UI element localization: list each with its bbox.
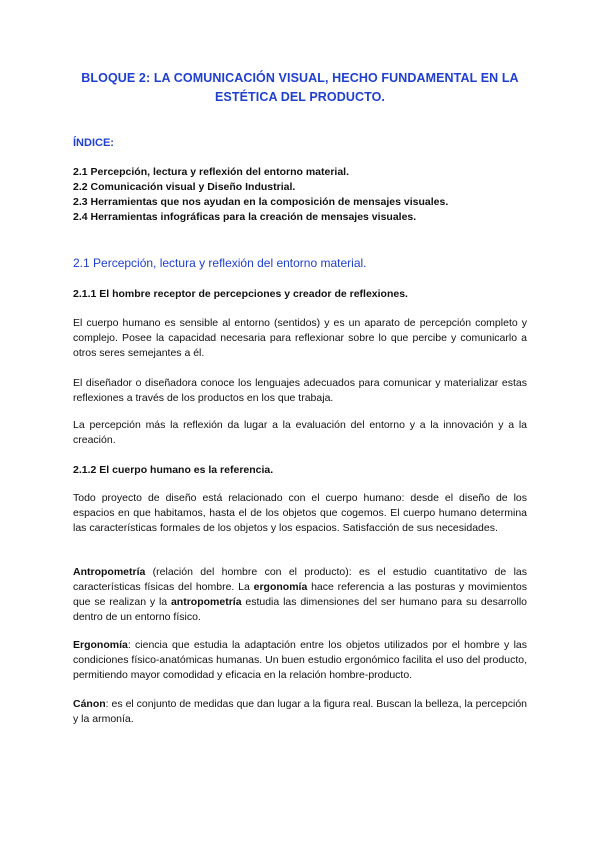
paragraph: El cuerpo humano es sensible al entorno (sentidos) y es un aparato de percepción completo y complejo. Posee la capacidad necesaria para reflexionar sobre lo que percibe y comunicarlo a otros seres semejantes a él. (73, 317, 527, 359)
subsection-heading-2-1-1: 2.1.1 El hombre receptor de percepciones y creador de reflexiones. (73, 288, 408, 300)
subsection-heading-2-1-2: 2.1.2 El cuerpo humano es la referencia. (73, 464, 274, 476)
index-item: 2.3 Herramientas que nos ayudan en la composición de mensajes visuales. (73, 196, 449, 208)
paragraph-text: estudia las dimensiones del ser humano para su desarrollo dentro de un entorno físico. (73, 596, 527, 623)
term-canon: Cánon (73, 698, 106, 710)
paragraph: Todo proyecto de diseño está relacionado con el cuerpo humano: desde el diseño de los espacios en que habitamos, hasta el de los objetos que cogemos. El cuerpo humano determina las características formales de los objetos y los espacios. Satisfacción de sus necesidades. (73, 492, 527, 534)
paragraph-text: : ciencia que estudia la adaptación entre los objetos utilizados por el hombre y las condiciones físico-anatómicas humanas. Un buen estudio ergonómico facilita el uso del producto, permitiendo mayor comodidad y eficacia en la relación hombre-producto. (73, 639, 527, 681)
paragraph-text: (relación del hombre con el producto): es el estudio cuantitativo de las características físicas del hombre. La (73, 566, 527, 593)
term-antropometria: antropometría (170, 596, 242, 608)
term-ergonomia: ergonomía (253, 581, 308, 593)
index-item: 2.4 Herramientas infográficas para la creación de mensajes visuales. (73, 211, 417, 223)
section-heading-2-1: 2.1 Percepción, lectura y reflexión del entorno material. (73, 256, 367, 270)
paragraph: El diseñador o diseñadora conoce los lenguajes adecuados para comunicar y materializar estas reflexiones a través de los productos en los que trabaja. (73, 377, 527, 404)
document-title: BLOQUE 2: LA COMUNICACIÓN VISUAL, HECHO FUNDAMENTAL EN LA ESTÉTICA DEL PRODUCTO. (81, 71, 519, 104)
index-item: 2.2 Comunicación visual y Diseño Industrial. (73, 181, 296, 193)
index-heading: ÍNDICE: (73, 137, 114, 149)
paragraph-text: : es el conjunto de medidas que dan lugar a la figura real. Buscan la belleza, la percepción y la armonía. (73, 698, 527, 725)
canon-paragraph (73, 697, 527, 727)
paragraph: La percepción más la reflexión da lugar a la evaluación del entorno y a la innovación y a la creación. (73, 419, 527, 446)
index-list (73, 165, 527, 225)
term-antropometria: Antropometría (73, 566, 146, 578)
term-ergonomia: Ergonomía (73, 639, 128, 651)
index-item: 2.1 Percepción, lectura y reflexión del entorno material. (73, 166, 350, 178)
ergonomia-paragraph (73, 638, 527, 683)
antropometria-paragraph (73, 565, 527, 625)
paragraph-text: hace referencia a las posturas y movimientos que se realizan y la (73, 581, 527, 608)
